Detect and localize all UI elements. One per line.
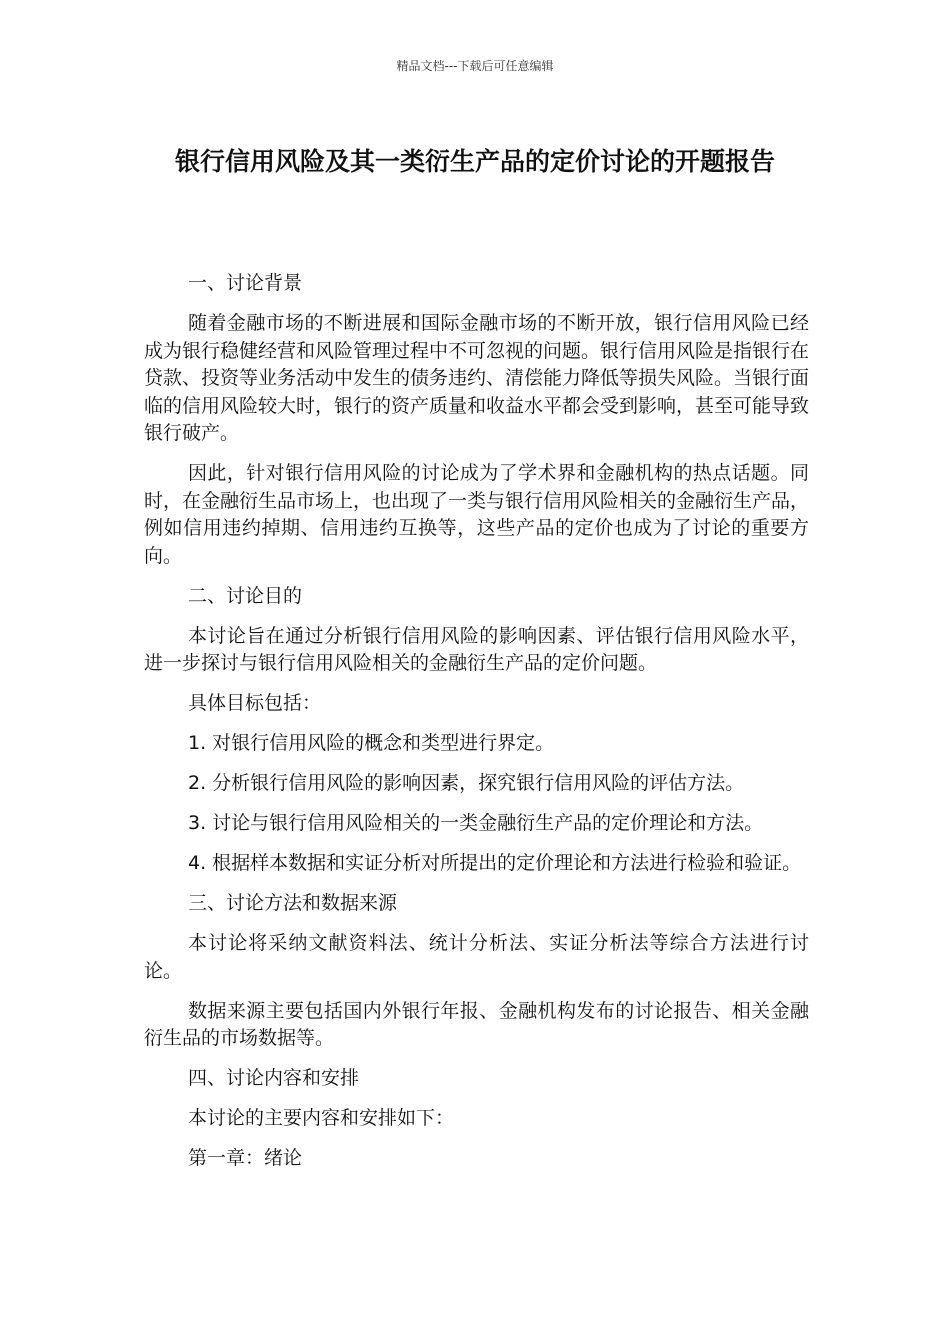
chapter-item-1: 第一章：绪论	[188, 1147, 303, 1169]
goal-item-2: 2. 分析银行信用风险的影响因素，探究银行信用风险的评估方法。	[188, 772, 745, 794]
section-heading-content: 四、讨论内容和安排	[188, 1067, 360, 1089]
section-heading-methods: 三、讨论方法和数据来源	[188, 892, 398, 914]
goal-item-3: 3. 讨论与银行信用风险相关的一类金融衍生产品的定价理论和方法。	[188, 812, 764, 834]
paragraph-background-2: 因此，针对银行信用风险的讨论成为了学术界和金融机构的热点话题。同时，在金融衍生品市场上，也出现了一类与银行信用风险相关的金融衍生产品，例如信用违约掉期、信用违约互换等，这些产品的定价也成为了讨论的重要方向。	[144, 462, 810, 567]
goal-item-1: 1. 对银行信用风险的概念和类型进行界定。	[188, 732, 555, 754]
paragraph-methods: 本讨论将采纳文献资料法、统计分析法、实证分析法等综合方法进行讨论。	[144, 932, 809, 982]
document-title: 银行信用风险及其一类衍生产品的定价讨论的开题报告	[174, 147, 775, 176]
goal-item-4: 4. 根据样本数据和实证分析对所提出的定价理论和方法进行检验和验证。	[188, 852, 802, 874]
paragraph-purpose: 本讨论旨在通过分析银行信用风险的影响因素、评估银行信用风险水平，进一步探讨与银行信用风险相关的金融衍生产品的定价问题。	[144, 624, 809, 674]
header-note: 精品文档---下载后可任意编辑	[396, 59, 554, 73]
paragraph-goals-intro: 具体目标包括：	[188, 692, 322, 714]
document-body	[144, 270, 809, 1185]
section-heading-purpose: 二、讨论目的	[188, 584, 303, 607]
paragraph-background-1: 随着金融市场的不断进展和国际金融市场的不断开放，银行信用风险已经成为银行稳健经营和风险管理过程中不可忽视的问题。银行信用风险是指银行在贷款、投资等业务活动中发生的债务违约、清偿能力降低等损失风险。当银行面临的信用风险较大时，银行的资产质量和收益水平都会受到影响，甚至可能导致银行破产。	[144, 312, 810, 444]
section-heading-background: 一、讨论背景	[188, 272, 303, 294]
paragraph-content-intro: 本讨论的主要内容和安排如下：	[188, 1107, 455, 1129]
paragraph-data-sources: 数据来源主要包括国内外银行年报、金融机构发布的讨论报告、相关金融衍生品的市场数据等。	[144, 999, 809, 1049]
